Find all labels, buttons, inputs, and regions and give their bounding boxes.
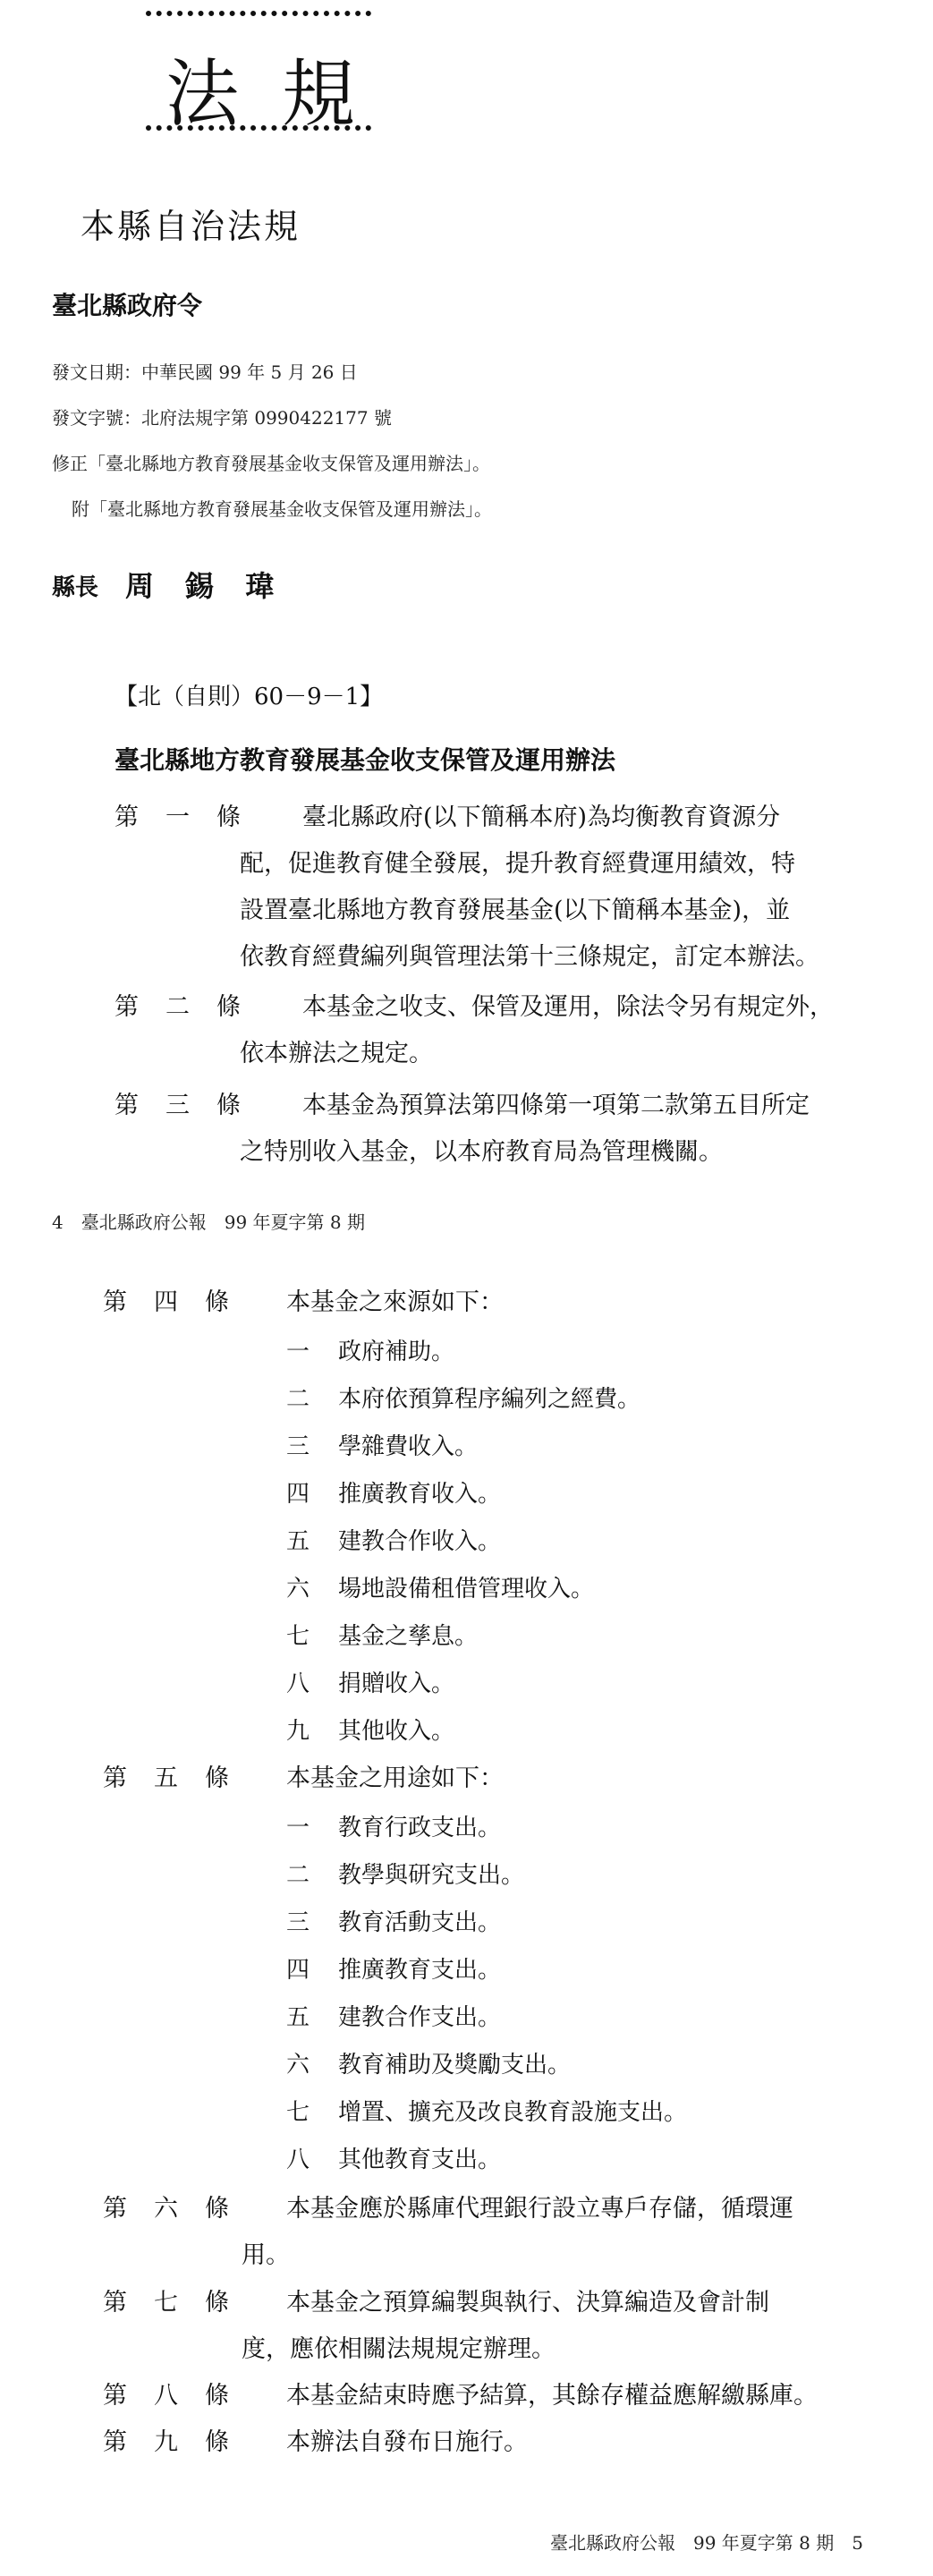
article-line: 依本辦法之規定。	[240, 1040, 433, 1067]
article-line: 設置臺北縣地方教育發展基金(以下簡稱本基金)，並	[240, 897, 791, 924]
signer-name: 周 錫 瑋	[125, 569, 285, 603]
decree-doc-no: 發文字號：北府法規字第 0990422177 號	[52, 407, 392, 429]
article-line: 臺北縣政府(以下簡稱本府)為均衡教育資源分	[302, 803, 781, 831]
page-footer-right: 臺北縣政府公報 99 年夏字第 8 期 5	[550, 2532, 863, 2554]
article-number: 第三條	[115, 1092, 267, 1119]
signer-title: 縣長	[52, 574, 99, 601]
article-line: 本基金結束時應予結算，其餘存權益應解繳縣庫。	[286, 2382, 818, 2410]
article-7	[103, 2280, 836, 2373]
article-number: 第七條	[103, 2289, 256, 2317]
header-bottom-border	[146, 125, 371, 131]
article-number: 第一條	[115, 803, 267, 831]
article-number: 第八條	[103, 2382, 256, 2410]
regulation-code: 【北（自則）60－9－1】	[115, 684, 384, 710]
article-6	[103, 2186, 836, 2279]
decree-amend: 修正「臺北縣地方教育發展基金收支保管及運用辦法」。	[52, 453, 490, 474]
article-number: 第四條	[103, 1288, 256, 1316]
article-8	[103, 2373, 836, 2419]
article-line: 依教育經費編列與管理法第十三條規定，訂定本辦法。	[240, 943, 819, 971]
page-footer-left: 4 臺北縣政府公報 99 年夏字第 8 期	[52, 1211, 365, 1233]
header-top-border	[146, 11, 371, 16]
article-2	[115, 984, 834, 1077]
decree-attachment: 附「臺北縣地方教育發展基金收支保管及運用辦法」。	[72, 498, 492, 520]
article-4	[103, 1279, 818, 1326]
article-1	[115, 795, 830, 982]
article-9	[103, 2419, 836, 2466]
article-line: 本基金應於縣庫代理銀行設立專戶存儲，循環運	[286, 2195, 793, 2223]
article-number: 第二條	[115, 993, 267, 1021]
article-number: 第六條	[103, 2195, 256, 2223]
decree-title: 臺北縣政府令	[52, 291, 203, 320]
section-subtitle: 本縣自治法規	[81, 207, 301, 246]
decree-date: 發文日期：中華民國 99 年 5 月 26 日	[52, 361, 358, 383]
article-line: 度，應依相關法規規定辦理。	[242, 2335, 556, 2363]
article-number: 第五條	[103, 1764, 256, 1792]
article-line: 之特別收入基金，以本府教育局為管理機關。	[240, 1138, 723, 1166]
regulation-title: 臺北縣地方教育發展基金收支保管及運用辦法	[115, 745, 616, 775]
page-title: 法規	[165, 52, 399, 137]
article-line: 本基金之用途如下：	[286, 1764, 504, 1792]
article-line: 本基金之來源如下：	[286, 1288, 504, 1316]
article-line: 本辦法自發布日施行。	[286, 2428, 528, 2456]
article-line: 用。	[242, 2241, 290, 2269]
article-5	[103, 1756, 818, 1802]
article-number: 第九條	[103, 2428, 256, 2456]
article-line: 本基金之預算編製與執行、決算編造及會計制	[286, 2289, 769, 2317]
article-3	[115, 1083, 830, 1176]
article-line: 本基金之收支、保管及運用，除法令另有規定外，	[302, 993, 834, 1021]
article-line: 本基金為預算法第四條第一項第二款第五目所定	[302, 1092, 810, 1119]
article-line: 配，促進教育健全發展，提升教育經費運用績效，特	[240, 850, 795, 878]
